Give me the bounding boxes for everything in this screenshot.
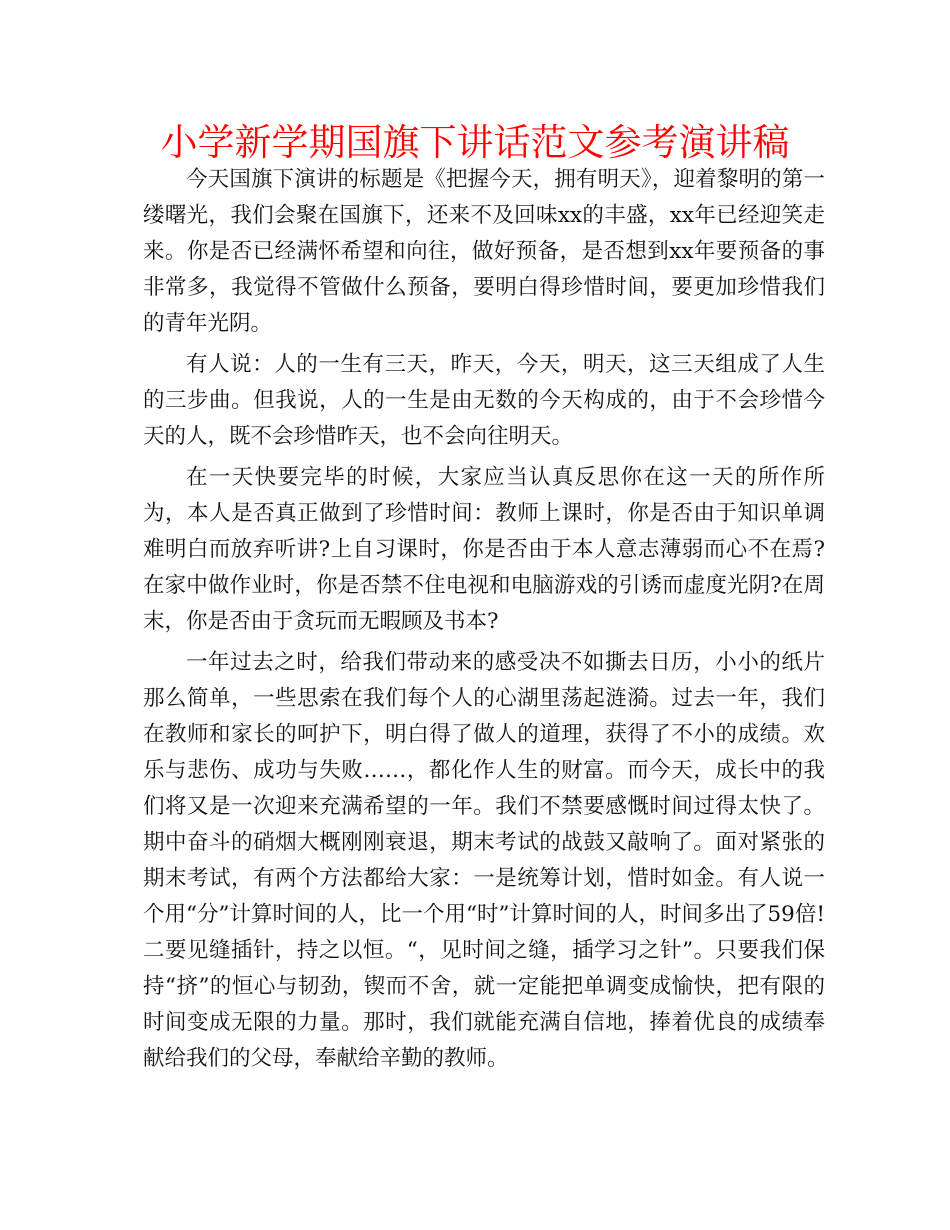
paragraph-3: 在一天快要完毕的时候，大家应当认真反思你在这一天的所作所为，本人是否真正做到了珍惜时间：教师上课时，你是否由于知识单调难明白而放弃听讲?上自习课时，你是否由于本人意志薄弱而心不在焉?在家中做作业时，你是否禁不住电视和电脑游戏的引诱而虚度光阴?在周末，你是否由于贪玩而无暇顾及书本? — [143, 465, 825, 634]
paragraph-1: 今天国旗下演讲的标题是《把握今天，拥有明天》，迎着黎明的第一缕曙光，我们会聚在国旗下，还来不及回味xx的丰盛，xx年已经迎笑走来。你是否已经满怀希望和向往，做好预备，是否想到xx年要预备的事非常多，我觉得不管做什么预备，要明白得珍惜时间，要更加珍惜我们的青年光阴。 — [143, 167, 825, 336]
paragraph-4: 一年过去之时，给我们带动来的感受决不如撕去日历，小小的纸片那么简单，一些思索在我们每个人的心湖里荡起涟漪。过去一年，我们在教师和家长的呵护下，明白得了做人的道理，获得了不小的成绩。欢乐与悲伤、成功与失败……，都化作人生的财富。而今天，成长中的我们将又是一次迎来充满希望的一年。我们不禁要感慨时间过得太快了。期中奋斗的硝烟大概刚刚衰退，期末考试的战鼓又敲响了。面对紧张的期末考试，有两个方法都给大家：一是统筹计划，惜时如金。有人说一个用“分”计算时间的人，比一个用“时”计算时间的人，时间多出了59倍!二要见缝插针，持之以恒。“，见时间之缝，插学习之针”。只要我们保持“挤”的恒心与韧劲，锲而不舍，就一定能把单调变成愉快，把有限的时间变成无限的力量。那时，我们就能充满自信地，捧着优良的成绩奉献给我们的父母，奉献给辛勤的教师。 — [143, 650, 825, 1071]
document-body — [143, 162, 825, 1077]
document-title: 小学新学期国旗下讲话范文参考演讲稿 — [160, 121, 790, 164]
paragraph-2: 有人说：人的一生有三天，昨天，今天，明天，这三天组成了人生的三步曲。但我说，人的一生是由无数的今天构成的，由于不会珍惜今天的人，既不会珍惜昨天，也不会向往明天。 — [143, 352, 825, 449]
